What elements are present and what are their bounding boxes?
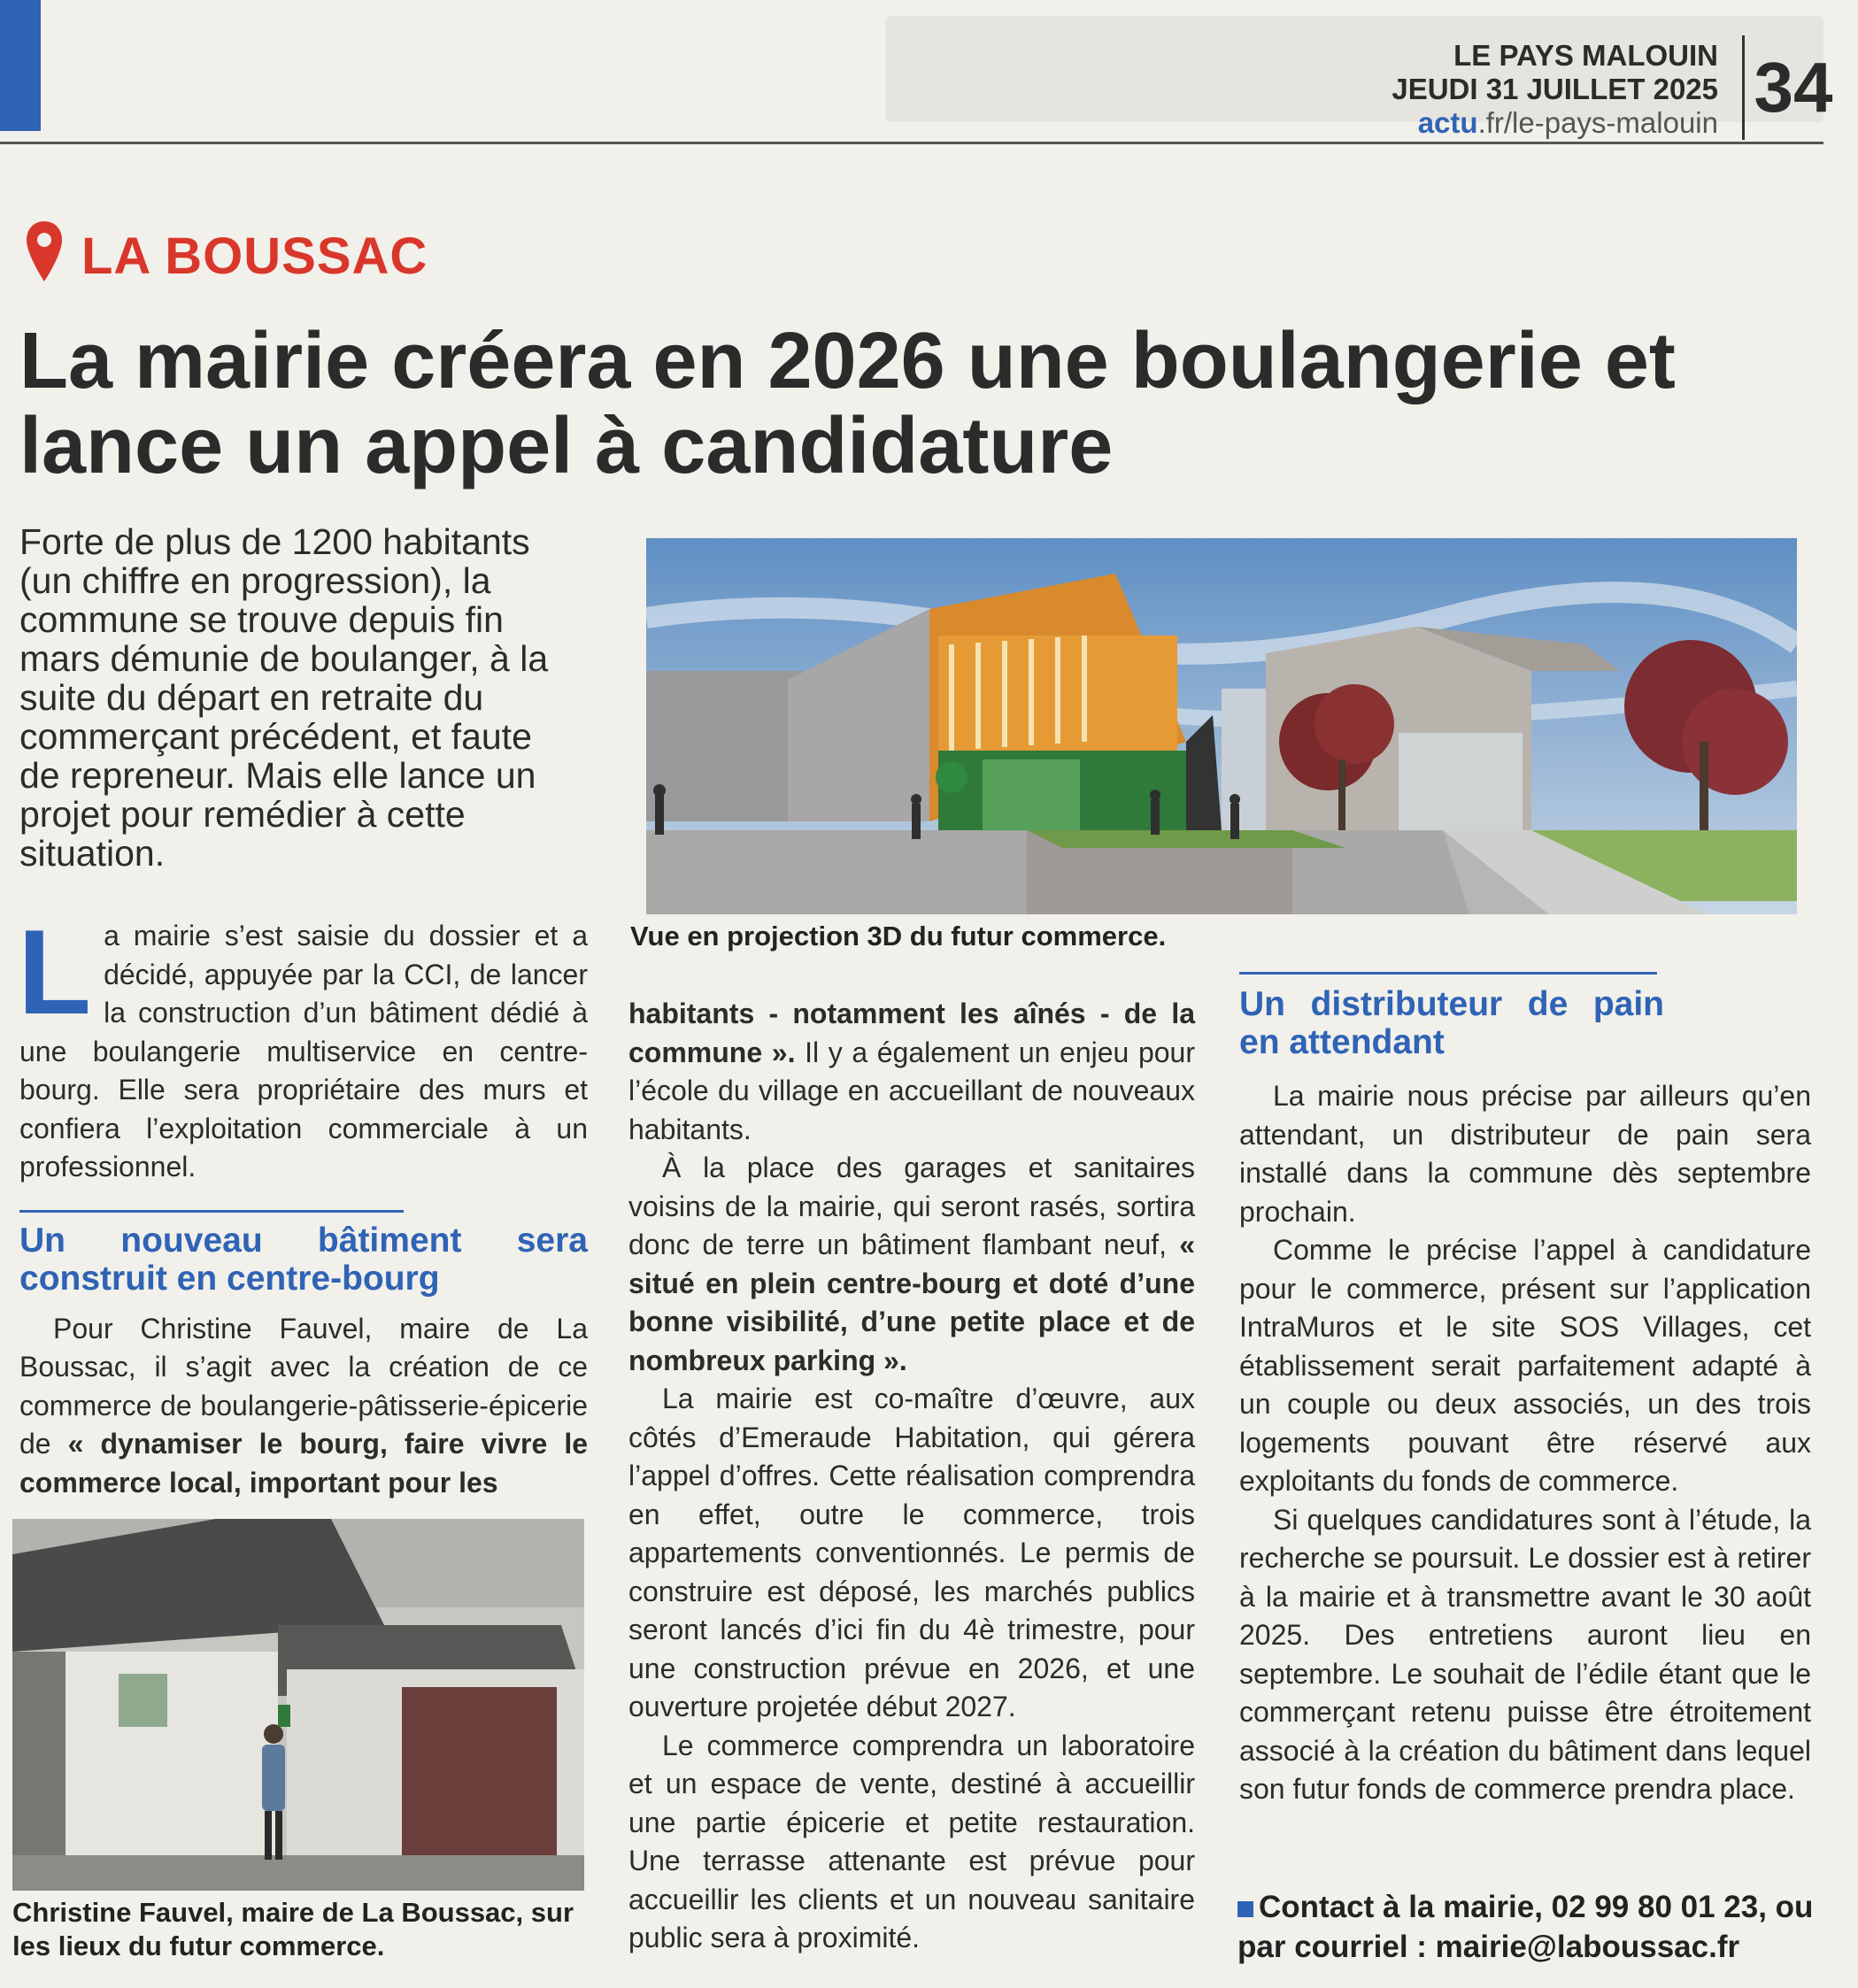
newspaper-name: LE PAYS MALOUIN <box>1453 39 1718 72</box>
drop-cap: L <box>18 905 92 1039</box>
site-path: .fr/le-pays-malouin <box>1477 106 1718 139</box>
col2-paragraph-2 <box>628 1149 1195 1380</box>
col3-subhead: Un distributeur de pain en attendant <box>1239 985 1664 1061</box>
col1-subhead: Un nouveau bâtiment sera construit en centre-bourg <box>19 1221 588 1298</box>
page-number: 34 <box>1742 35 1842 140</box>
photo-caption: Christine Fauvel, maire de La Boussac, sur les lieux du futur commerce. <box>12 1897 574 1961</box>
col3-paragraph-3: Si quelques candidatures sont à l’étude, la recherche se poursuit. Le dossier est à retirer à la mairie et à transmettre avant le 30 août 2025. Des entretiens auront lieu en septembre. Le souhait de l’édile étant que le commerçant retenu puisse être étroitement associé à la création du bâtiment dans lequel son futur fonds de commerce prendra place. <box>1239 1503 1811 1805</box>
column-3 <box>1239 972 1811 1809</box>
article-headline: La mairie créera en 2026 une boulangerie et lance un appel à candidature <box>19 317 1676 490</box>
col2-p1-quote: habitants - notamment les aînés - de la commune ». <box>628 998 1195 1068</box>
subhead-rule <box>1239 972 1657 975</box>
bullet-square-icon <box>1237 1901 1253 1917</box>
mayor-photo <box>12 1519 584 1891</box>
image-caption: Vue en projection 3D du futur commerce. <box>630 921 1167 952</box>
location-pin-icon <box>25 220 64 283</box>
contact-text: Contact à la mairie, 02 99 80 01 23, ou par courriel : mairie@laboussac.fr <box>1237 1890 1814 1964</box>
column-2 <box>628 995 1195 1958</box>
article-lead: Forte de plus de 1200 habitants (un chiffre en progression), la commune se trouve depuis fin mars démunie de boulanger, à la suite du départ en retraite du commerçant précédent, et faute de repreneur. Mais elle lance un projet pour remédier à cette situation. <box>19 521 549 874</box>
col2-paragraph-4: Le commerce comprendra un laboratoire et un espace de vente, destiné à accueillir une partie épicerie et petite restauration. Une terrasse attenante est prévue pour accueillir les clients et un nouveau sanitaire public sera à proximité. <box>628 1729 1195 1953</box>
masthead <box>1392 39 1718 140</box>
contact-info <box>1237 1887 1822 1967</box>
col1-p2-quote: « dynamiser le bourg, faire vivre le commerce local, important pour les <box>19 1428 589 1499</box>
subhead-rule <box>19 1210 404 1213</box>
column-1 <box>18 905 589 1502</box>
location-kicker: LA BOUSSAC <box>81 227 428 285</box>
issue-date: JEUDI 31 JUILLET 2025 <box>1392 73 1718 105</box>
col1-paragraph-1: a mairie s’est saisie du dossier et a décidé, appuyée par la CCI, de lancer la construction d’un bâtiment dédié à une boulangerie multiservice en centre-bourg. Elle sera propriétaire des murs et confiera l’exploitation commerciale à un professionnel. <box>19 920 588 1183</box>
col1-p2-text: Pour Christine Fauvel, maire de La Boussac, il s’agit avec la création de ce commerce de boulangerie-pâtisserie-épicerie de <box>19 1312 588 1460</box>
col2-p2-quote: « situé en plein centre-bourg et doté d’une bonne visibilité, d’une petite place et de nombreux parking ». <box>628 1229 1195 1376</box>
col2-p1-text: Il y a également un enjeu pour l’école du village en accueillant de nouveaux habitants. <box>628 1036 1195 1145</box>
section-color-tab <box>0 0 41 131</box>
col3-paragraph-1: La mairie nous précise par ailleurs qu’en attendant, un distributeur de pain sera installé dans la commune dès septembre prochain. <box>1239 1080 1811 1228</box>
col2-paragraph-3: La mairie est co-maître d’œuvre, aux côtés d’Emeraude Habitation, qui gérera l’appel d’offres. Cette réalisation comprendra en effet, outre le commerce, trois appartements conventionnés. Le permis de construire est déposé, les marchés publics seront lancés d’ici fin du 4è trimestre, pour une construction prévue en 2026, et une ouverture projetée début 2027. <box>628 1383 1195 1722</box>
header-divider <box>0 142 1823 144</box>
col2-p2-text: À la place des garages et sanitaires voisins de la mairie, qui seront rasés, sortira donc de terre un bâtiment flambant neuf, <box>628 1152 1195 1260</box>
site-brand: actu <box>1417 106 1478 139</box>
3d-rendering-image <box>646 538 1797 914</box>
col2-paragraph-1 <box>628 995 1195 1149</box>
col1-paragraph-2 <box>19 1310 588 1503</box>
col3-paragraph-2: Comme le précise l’appel à candidature pour le commerce, présent sur l’application IntraMuros et le site SOS Villages, cet établissement serait parfaitement adapté à un couple ou deux associés, un des trois logements pouvant être réservé aux exploitants du fonds de commerce. <box>1239 1234 1811 1497</box>
